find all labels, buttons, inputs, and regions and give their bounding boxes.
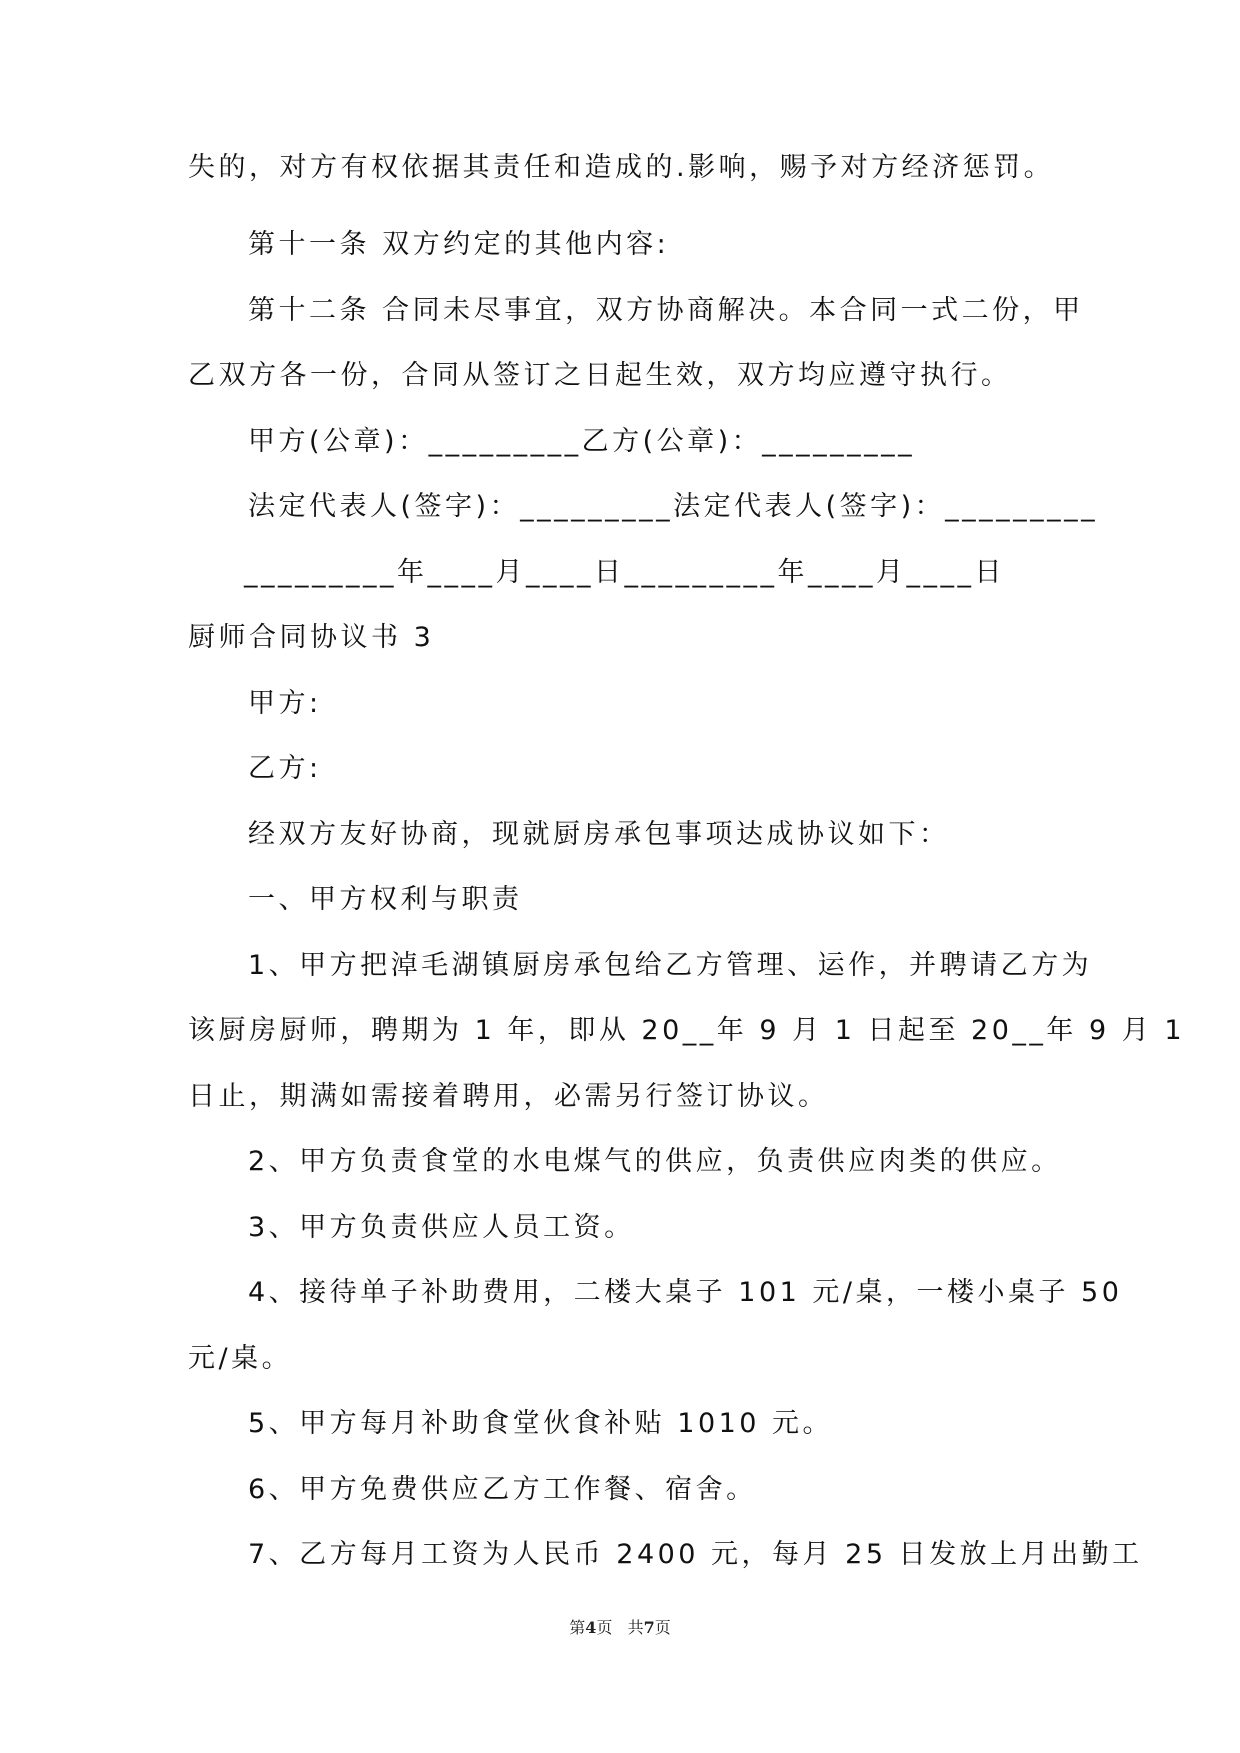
clause-11-line: 第十一条 双方约定的其他内容:	[248, 229, 670, 260]
item-3-line: 3、甲方负责供应人员工资。	[248, 1212, 635, 1243]
party-a-line: 甲方:	[248, 688, 322, 719]
page-footer	[0, 1616, 1240, 1640]
item-4-line-1: 4、接待单子补助费用，二楼大桌子 101 元/桌，一楼小桌子 50	[248, 1277, 1123, 1308]
footer-mid: 页 共	[596, 1618, 644, 1637]
signature-date-line: _________年____月____日_________年____月____日	[244, 557, 1005, 588]
item-4-line-2: 元/桌。	[188, 1343, 293, 1374]
signature-representative-line: 法定代表人(签字)：_________法定代表人(签字)：_________	[248, 491, 1099, 522]
total-page-number: 7	[643, 1618, 655, 1637]
item-5-line: 5、甲方每月补助食堂伙食补贴 1010 元。	[248, 1408, 834, 1439]
item-1-line-3: 日止，期满如需接着聘用，必需另行签订协议。	[188, 1081, 829, 1112]
clause-12-line: 第十二条 合同未尽事宜，双方协商解决。本合同一式二份，甲	[248, 295, 1084, 326]
item-2-line: 2、甲方负责食堂的水电煤气的供应，负责供应肉类的供应。	[248, 1146, 1062, 1177]
heading-party-a-rights: 一、甲方权利与职责	[248, 884, 523, 915]
text-line-1: 失的，对方有权依据其责任和造成的.影响，赐予对方经济惩罚。	[188, 152, 1055, 183]
item-7-line: 7、乙方每月工资为人民币 2400 元，每月 25 日发放上月出勤工	[248, 1539, 1143, 1570]
item-1-line-1: 1、甲方把淖毛湖镇厨房承包给乙方管理、运作，并聘请乙方为	[248, 950, 1093, 981]
text-line-4: 乙双方各一份，合同从签订之日起生效，双方均应遵守执行。	[188, 360, 1012, 391]
section-title: 厨师合同协议书 3	[188, 622, 435, 653]
item-1-line-2: 该厨房厨师，聘期为 1 年，即从 20__年 9 月 1 日起至 20__年 9 月 1	[188, 1015, 1186, 1046]
footer-suffix: 页	[654, 1618, 671, 1637]
intro-line: 经双方友好协商，现就厨房承包事项达成协议如下：	[248, 819, 950, 850]
item-6-line: 6、甲方免费供应乙方工作餐、宿舍。	[248, 1474, 757, 1505]
signature-seal-line: 甲方(公章)：_________乙方(公章)：_________	[248, 426, 916, 457]
current-page-number: 4	[585, 1618, 597, 1637]
party-b-line: 乙方:	[248, 753, 322, 784]
footer-prefix: 第	[569, 1618, 586, 1637]
